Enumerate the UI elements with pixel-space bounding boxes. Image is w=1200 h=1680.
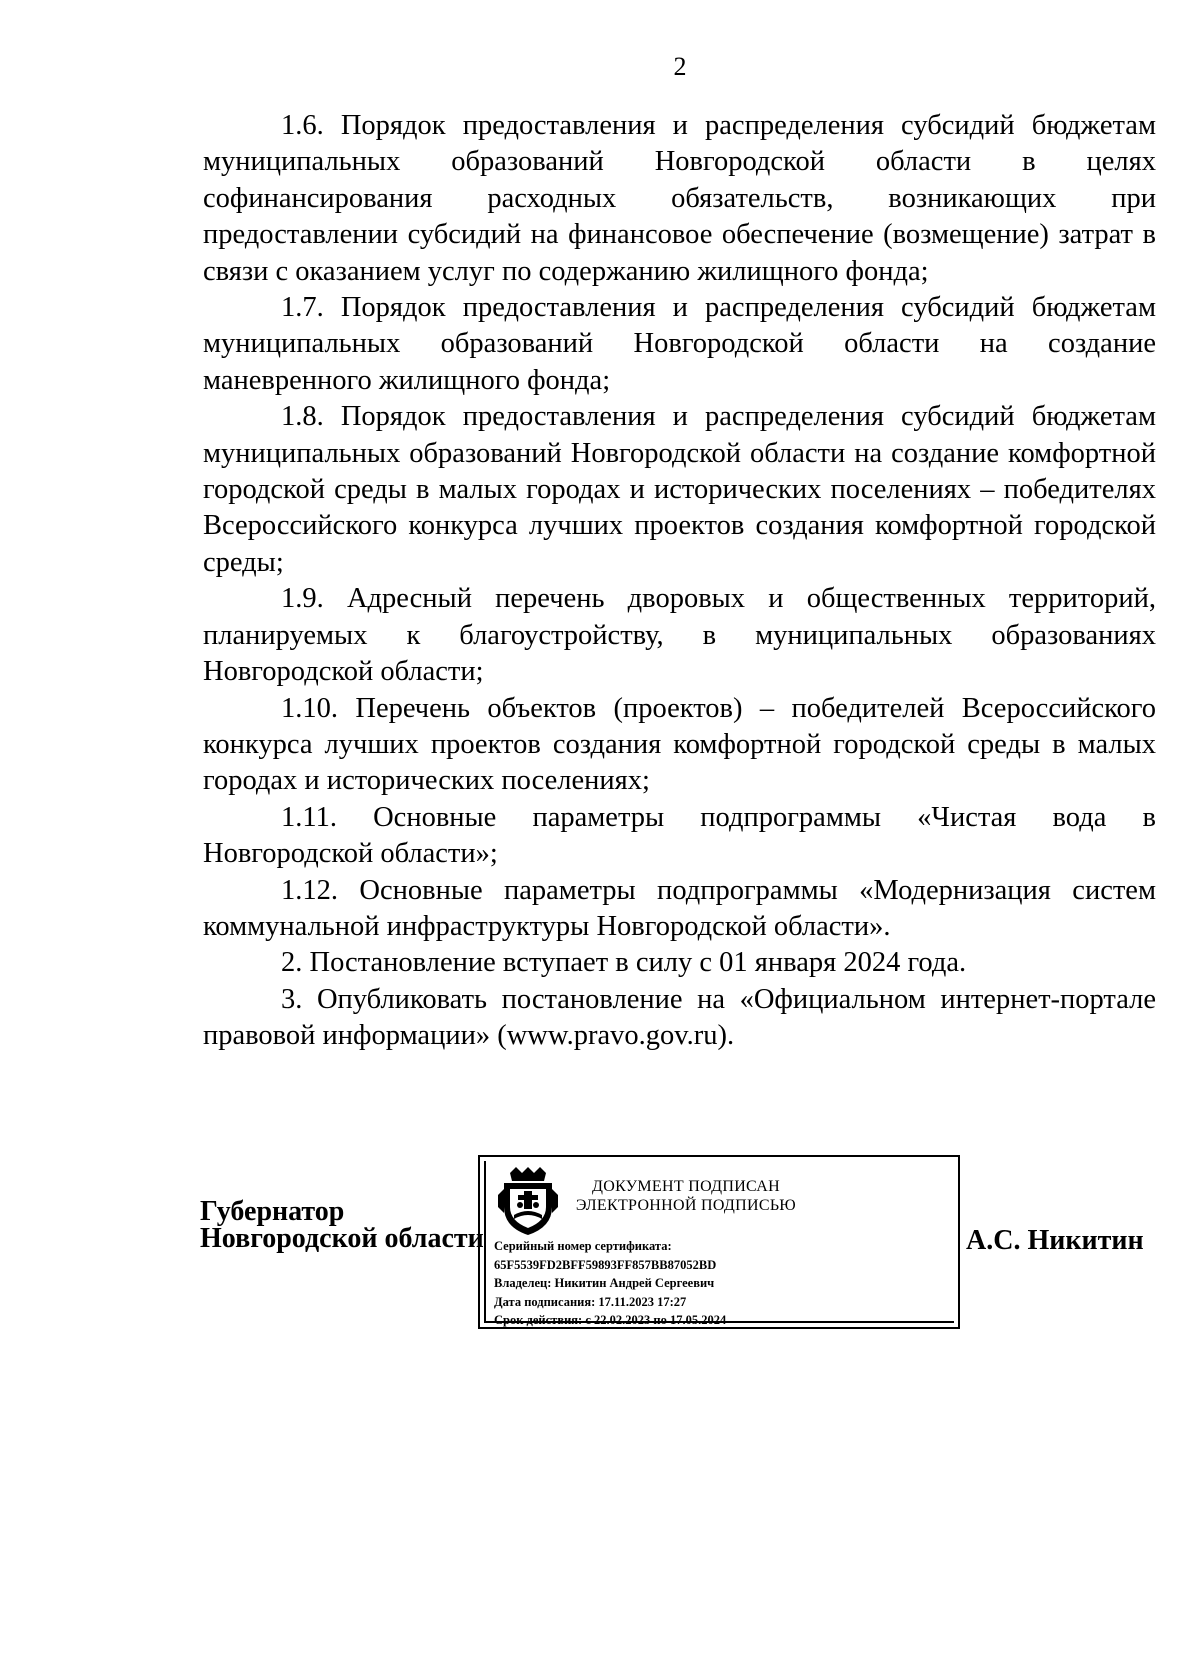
stamp-details — [494, 1237, 726, 1330]
paragraph-2: 2. Постановление вступает в силу с 01 января 2024 года. — [281, 947, 967, 979]
paragraph-3: 3. Опубликовать постановление на «Официальном интернет-портале правовой информации» (www.pravo.gov.ru). — [203, 983, 1156, 1052]
paragraph-1-12: 1.12. Основные параметры подпрограммы «Модернизация систем коммунальной инфраструктуры Новгородской области». — [203, 874, 1156, 942]
stamp-heading — [566, 1177, 806, 1215]
paragraph-1-9: 1.9. Адресный перечень дворовых и общественных территорий, планируемых к благоустройству, в муниципальных образованиях Новгородской области; — [203, 583, 1156, 688]
page-number: 2 — [673, 52, 687, 81]
certificate-owner: Владелец: Никитин Андрей Сергеевич — [494, 1276, 715, 1290]
e-signature-stamp — [478, 1155, 960, 1329]
document-body — [203, 108, 1156, 1055]
stamp-frame — [484, 1161, 954, 1327]
signing-date: Дата подписания: 17.11.2023 17:27 — [494, 1294, 687, 1309]
paragraph-1-10: 1.10. Перечень объектов (проектов) – победителей Всероссийского конкурса лучших проектов создания комфортной городской среды в малых городах и исторических поселениях; — [203, 692, 1156, 797]
signer-name: А.С. Никитин — [966, 1225, 1144, 1256]
paragraph-1-8: 1.8. Порядок предоставления и распределения субсидий бюджетам муниципальных образований Новгородской области на создание комфортной городской среды в малых городах и исторических поселениях – победителях Всероссийского конкурса лучших проектов создания комфортной городской среды; — [203, 401, 1156, 578]
paragraph-1-11: 1.11. Основные параметры подпрограммы «Чистая вода в Новгородской области»; — [203, 801, 1156, 870]
signer-title-line2: Новгородской области — [200, 1223, 484, 1254]
signature-block — [0, 1155, 1200, 1335]
stamp-heading-line2: ЭЛЕКТРОННОЙ ПОДПИСЬЮ — [575, 1197, 797, 1214]
signer-title — [200, 1198, 484, 1252]
certificate-serial-label: Серийный номер сертификата: — [494, 1239, 672, 1253]
paragraph-1-7: 1.7. Порядок предоставления и распределения субсидий бюджетам муниципальных образований Новгородской области на создание маневренного жилищного фонда; — [203, 292, 1156, 396]
stamp-heading-line1: ДОКУМЕНТ ПОДПИСАН — [592, 1178, 780, 1195]
paragraph-1-6: 1.6. Порядок предоставления и распределения субсидий бюджетам муниципальных образований Новгородской области в целях софинансирования расходных обязательств, возникающих при предоставлении субсидий на финансовое обеспечение (возмещение) затрат в связи с оказанием услуг по содержанию жилищного фонда; — [203, 110, 1156, 287]
certificate-serial-value: 65F5539FD2BFF59893FF857BB87052BD — [494, 1257, 717, 1272]
signer-title-line1: Губернатор — [200, 1196, 345, 1227]
coat-of-arms-icon — [496, 1165, 560, 1237]
certificate-validity: Срок действия: с 22.02.2023 по 17.05.2024 — [494, 1313, 727, 1327]
